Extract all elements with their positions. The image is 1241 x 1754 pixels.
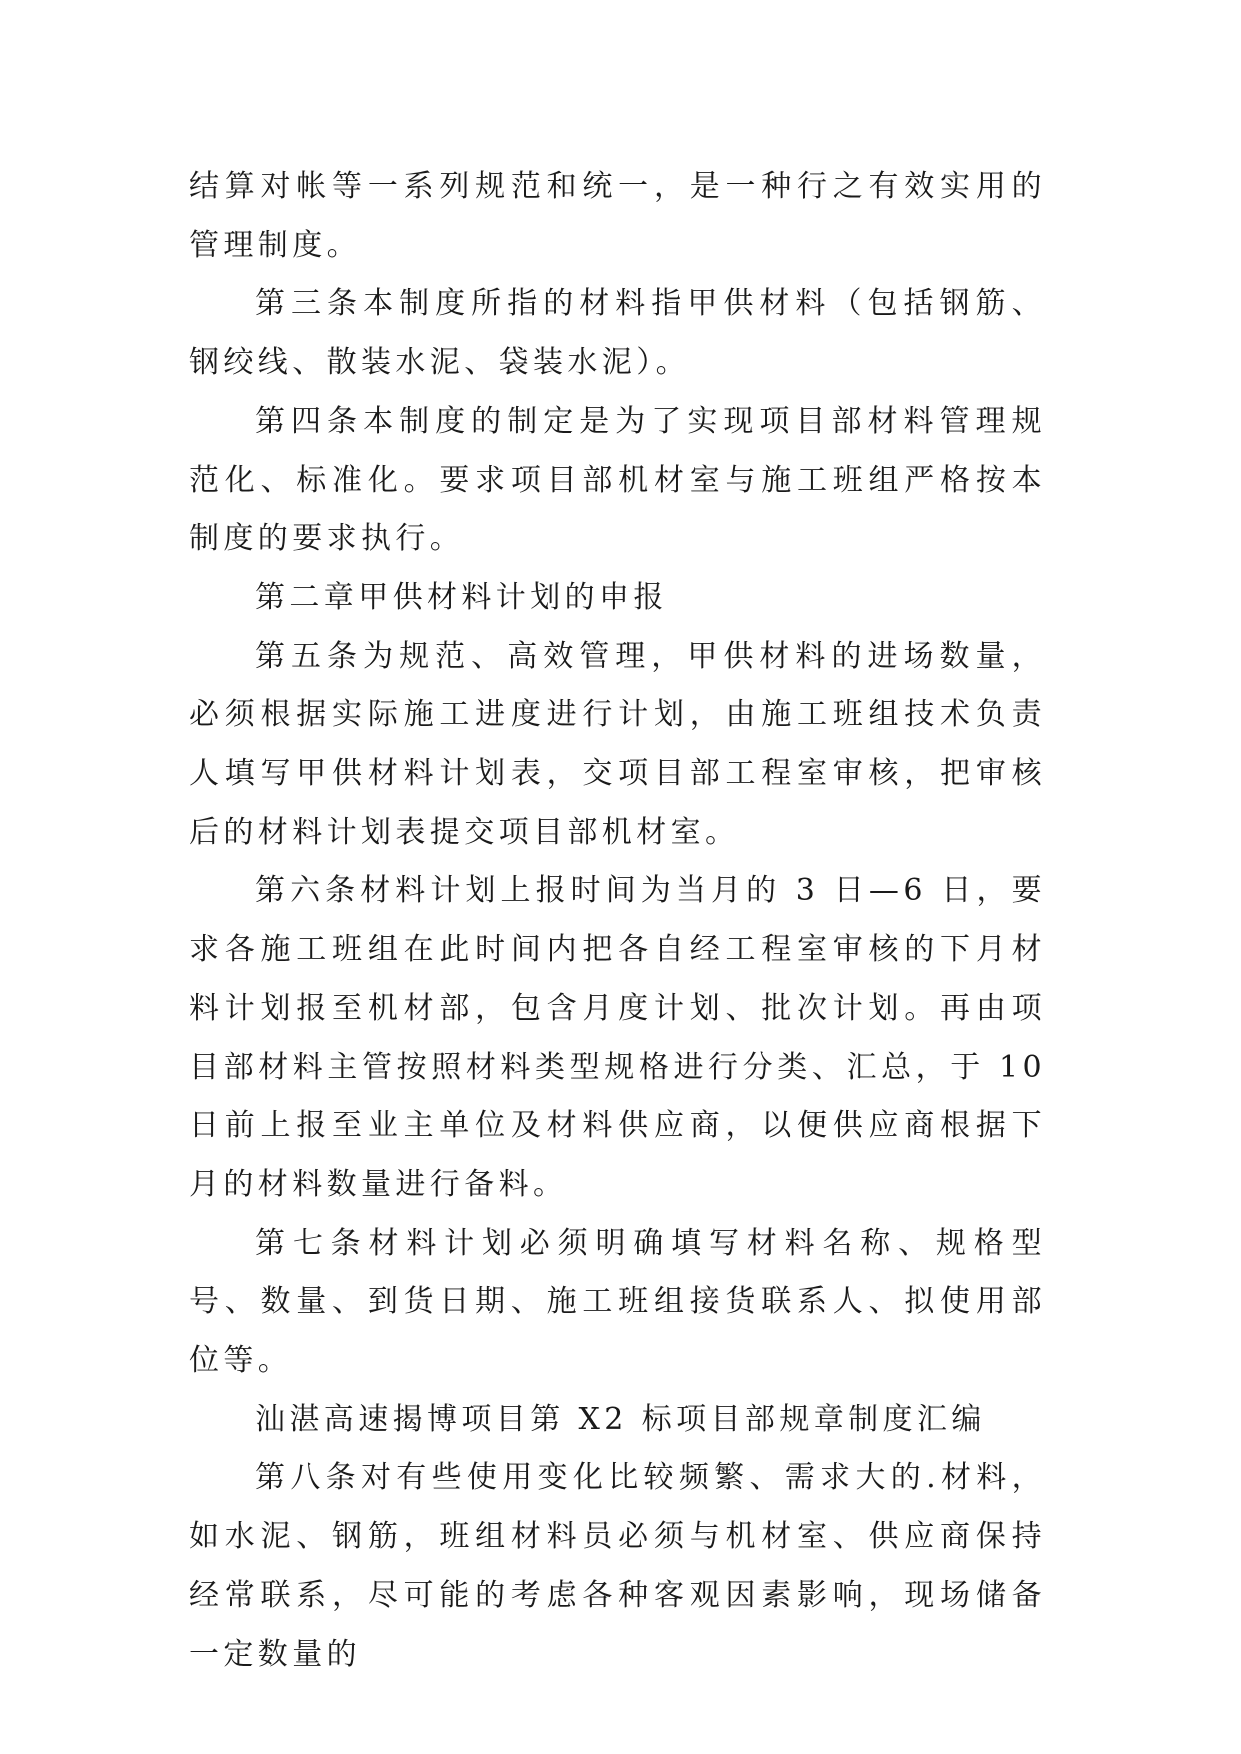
chapter-heading: 第二章甲供材料计划的申报 [255, 579, 668, 615]
paragraph: 第六条材料计划上报时间为当月的 3 日—6 日，要求各施工班组在此时间内把各自经工程室审核的下月材料计划报至机材部，包含月度计划、批次计划。再由项目部材料主管按照材料类型规格进行分类、汇总，于 10 日前上报至业主单位及材料供应商，以便供应商根据下月的材料数量进行备料。 [189, 873, 1046, 1202]
paragraph: 第五条为规范、高效管理，甲供材料的进场数量，必须根据实际施工进度进行计划，由施工班组技术负责人填写甲供材料计划表，交项目部工程室审核，把审核后的材料计划表提交项目部机材室。 [189, 638, 1046, 850]
paragraph: 结算对帐等一系列规范和统一，是一种行之有效实用的管理制度。 [189, 169, 1046, 263]
document-body [189, 158, 1046, 1684]
paragraph: 第四条本制度的制定是为了实现项目部材料管理规范化、标准化。要求项目部机材室与施工班组严格按本制度的要求执行。 [189, 403, 1046, 557]
paragraph: 第八条对有些使用变化比较频繁、需求大的.材料，如水泥、钢筋，班组材料员必须与机材室、供应商保持经常联系，尽可能的考虑各种客观因素影响，现场储备一定数量的 [189, 1460, 1046, 1672]
paragraph: 第七条材料计划必须明确填写材料名称、规格型号、数量、到货日期、施工班组接货联系人、拟使用部位等。 [189, 1225, 1046, 1379]
paragraph: 第三条本制度所指的材料指甲供材料（包括钢筋、钢绞线、散装水泥、袋装水泥）。 [189, 286, 1046, 381]
document-title-line: 汕湛高速揭博项目第 X2 标项目部规章制度汇编 [255, 1401, 986, 1437]
